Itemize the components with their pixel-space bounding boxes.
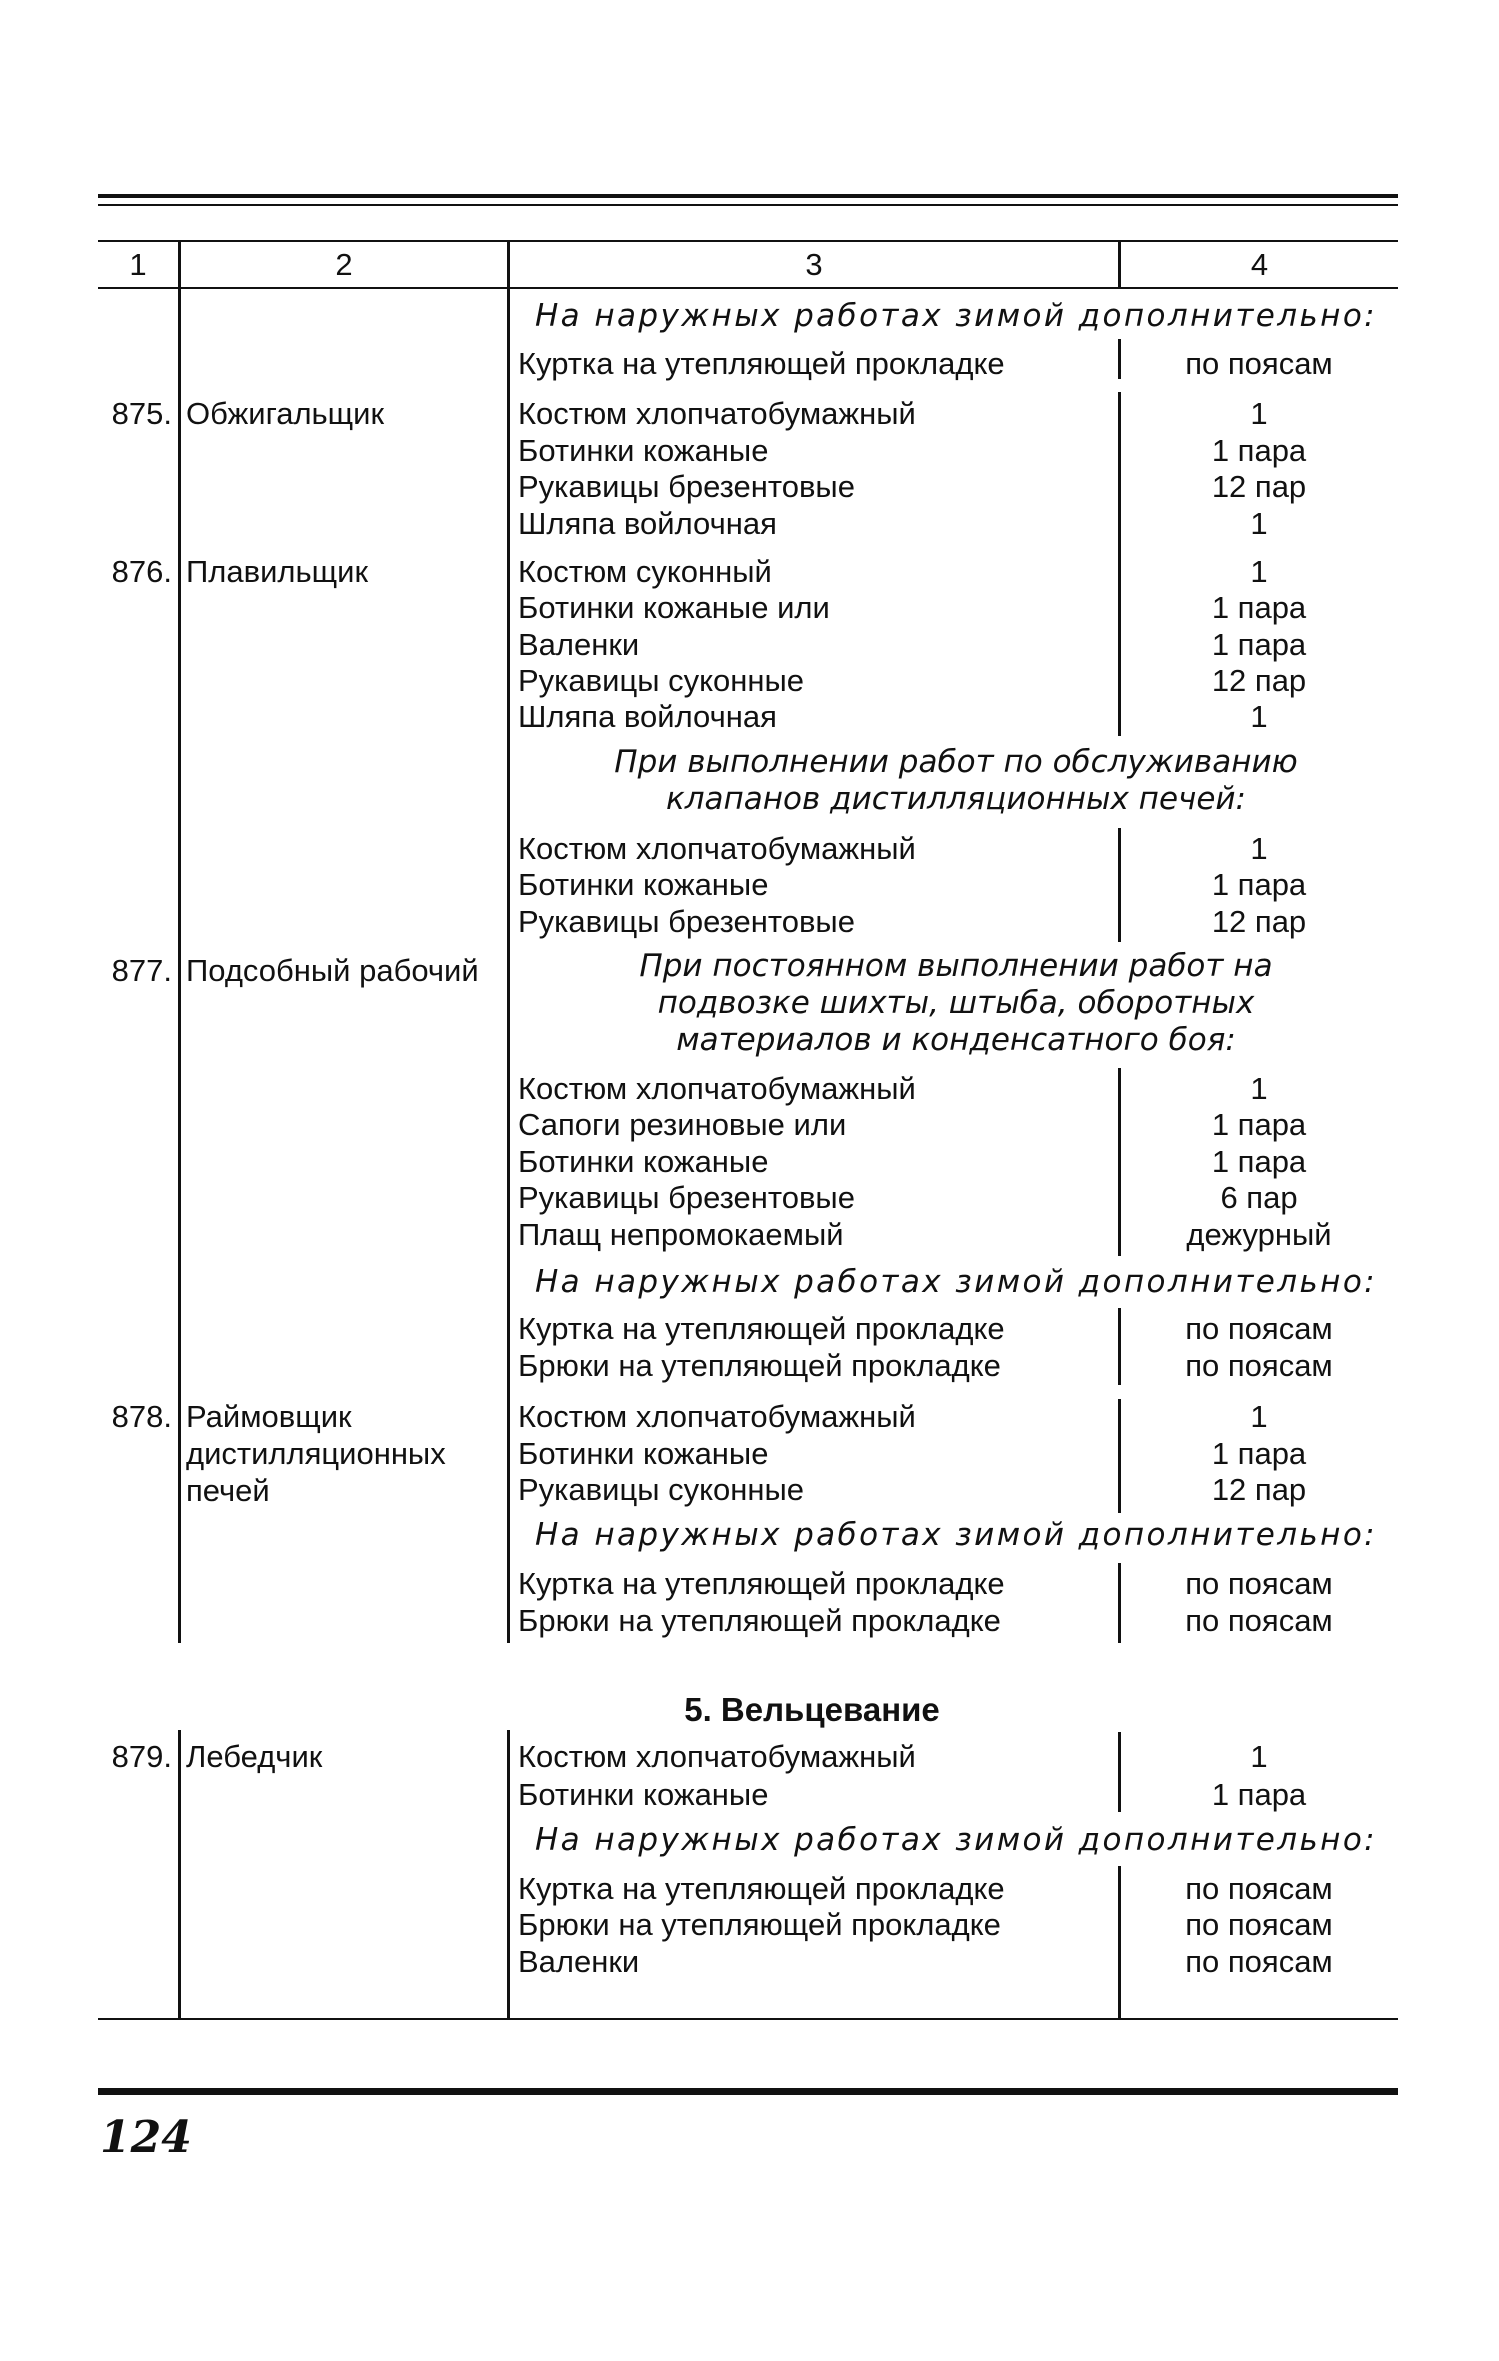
row-876-job: Плавильщик — [186, 554, 369, 589]
qty-13: 12 пар — [1211, 904, 1307, 939]
item-17: Рукавицы брезентовые — [518, 1180, 855, 1215]
page-number: 124 — [100, 2112, 192, 2163]
header-col-2: 2 — [335, 247, 353, 282]
item-15: Сапоги резиновые или — [518, 1107, 847, 1142]
quantity-divider-b — [1118, 392, 1121, 736]
header-bottom-line — [98, 287, 1398, 289]
header-col-3: 3 — [805, 247, 823, 282]
qty-17: 6 пар — [1220, 1180, 1298, 1215]
note-winter-3: На наружных работах зимой дополнительно: — [534, 1517, 1378, 1553]
quantity-divider-d — [1118, 1068, 1121, 1256]
qty-04: 12 пар — [1211, 469, 1307, 504]
table-bottom-line — [98, 2018, 1398, 2020]
row-876-number: 876. — [111, 554, 172, 589]
quantity-divider-c — [1118, 828, 1121, 942]
qty-19: по поясам — [1185, 1311, 1333, 1346]
quantity-divider-g — [1118, 1563, 1121, 1643]
header-col-1: 1 — [129, 247, 147, 282]
row-877-job: Подсобный рабочий — [186, 953, 479, 988]
qty-03: 1 пара — [1211, 433, 1307, 468]
qty-09: 12 пар — [1211, 663, 1307, 698]
item-28: Куртка на утепляющей прокладке — [518, 1871, 1005, 1906]
note-constant: При постоянном выполнении работ на подвозке шихты, штыба, оборотных материалов и конденсатного боя: — [639, 948, 1273, 1058]
row-879-number: 879. — [111, 1739, 172, 1774]
item-12: Ботинки кожаные — [518, 867, 769, 902]
row-879-job: Лебедчик — [186, 1739, 323, 1774]
note-winter-4: На наружных работах зимой дополнительно: — [534, 1822, 1378, 1858]
qty-30: по поясам — [1185, 1944, 1333, 1979]
body-divider-1b — [178, 1730, 181, 2020]
qty-21: 1 — [1250, 1399, 1268, 1434]
quantity-divider-h — [1118, 1732, 1121, 1812]
row-877-number: 877. — [111, 953, 172, 988]
qty-10: 1 — [1250, 699, 1268, 734]
qty-25: по поясам — [1185, 1603, 1333, 1638]
item-03: Ботинки кожаные — [518, 433, 769, 468]
item-04: Рукавицы брезентовые — [518, 469, 855, 504]
qty-24: по поясам — [1185, 1566, 1333, 1601]
item-24: Куртка на утепляющей прокладке — [518, 1566, 1005, 1601]
qty-20: по поясам — [1185, 1348, 1333, 1383]
item-10: Шляпа войлочная — [518, 699, 777, 734]
qty-23: 12 пар — [1211, 1472, 1307, 1507]
qty-12: 1 пара — [1211, 867, 1307, 902]
item-22: Ботинки кожаные — [518, 1436, 769, 1471]
qty-28: по поясам — [1185, 1871, 1333, 1906]
item-16: Ботинки кожаные — [518, 1144, 769, 1179]
footer-rule-thick — [98, 2088, 1398, 2095]
header-col-4: 4 — [1250, 247, 1269, 282]
row-875-number: 875. — [111, 396, 172, 431]
quantity-divider-i — [1118, 1866, 1121, 2020]
item-05: Шляпа войлочная — [518, 506, 777, 541]
quantity-divider-a — [1118, 339, 1121, 379]
qty-08: 1 пара — [1211, 627, 1307, 662]
qty-02: 1 — [1250, 396, 1268, 431]
note-valves: При выполнении работ по обслуживанию клапанов дистилляционных печей: — [614, 744, 1298, 817]
row-878-number: 878. — [111, 1399, 172, 1434]
body-divider-2a — [507, 289, 510, 1643]
row-875-job: Обжигальщик — [186, 396, 385, 431]
item-18: Плащ непромокаемый — [518, 1217, 844, 1252]
quantity-divider-f — [1118, 1399, 1121, 1513]
item-21: Костюм хлопчатобумажный — [518, 1399, 916, 1434]
item-30: Валенки — [518, 1944, 640, 1979]
item-19: Куртка на утепляющей прокладке — [518, 1311, 1005, 1346]
qty-11: 1 — [1250, 831, 1268, 866]
item-25: Брюки на утепляющей прокладке — [518, 1603, 1001, 1638]
qty-22: 1 пара — [1211, 1436, 1307, 1471]
item-20: Брюки на утепляющей прокладке — [518, 1348, 1001, 1383]
qty-05: 1 — [1250, 506, 1268, 541]
item-02: Костюм хлопчатобумажный — [518, 396, 916, 431]
item-23: Рукавицы суконные — [518, 1472, 805, 1507]
qty-26: 1 — [1250, 1739, 1268, 1774]
top-rule-thick — [98, 194, 1398, 198]
section-heading: 5. Вельцевание — [684, 1691, 940, 1728]
item-01: Куртка на утепляющей прокладке — [518, 346, 1005, 381]
item-08: Валенки — [518, 627, 640, 662]
note-winter-1: На наружных работах зимой дополнительно: — [534, 298, 1378, 334]
item-29: Брюки на утепляющей прокладке — [518, 1907, 1001, 1942]
item-13: Рукавицы брезентовые — [518, 904, 855, 939]
item-26: Костюм хлопчатобумажный — [518, 1739, 916, 1774]
quantity-divider-e — [1118, 1308, 1121, 1385]
qty-01: по поясам — [1185, 346, 1333, 381]
qty-18: дежурный — [1186, 1217, 1332, 1252]
header-top-line — [98, 240, 1398, 242]
top-rule-thin — [98, 204, 1398, 206]
item-27: Ботинки кожаные — [518, 1777, 769, 1812]
qty-07: 1 пара — [1211, 590, 1307, 625]
row-878-job: Раймовщик дистилляционных печей — [186, 1399, 446, 1508]
qty-27: 1 пара — [1211, 1777, 1307, 1812]
item-14: Костюм хлопчатобумажный — [518, 1071, 916, 1106]
qty-29: по поясам — [1185, 1907, 1333, 1942]
note-winter-2: На наружных работах зимой дополнительно: — [534, 1264, 1378, 1300]
item-09: Рукавицы суконные — [518, 663, 805, 698]
body-divider-1a — [178, 289, 181, 1643]
item-07: Ботинки кожаные или — [518, 590, 830, 625]
item-11: Костюм хлопчатобумажный — [518, 831, 916, 866]
item-06: Костюм суконный — [518, 554, 772, 589]
qty-14: 1 — [1250, 1071, 1268, 1106]
qty-16: 1 пара — [1211, 1144, 1307, 1179]
qty-15: 1 пара — [1211, 1107, 1307, 1142]
body-divider-2b — [507, 1730, 510, 2020]
qty-06: 1 — [1250, 554, 1268, 589]
